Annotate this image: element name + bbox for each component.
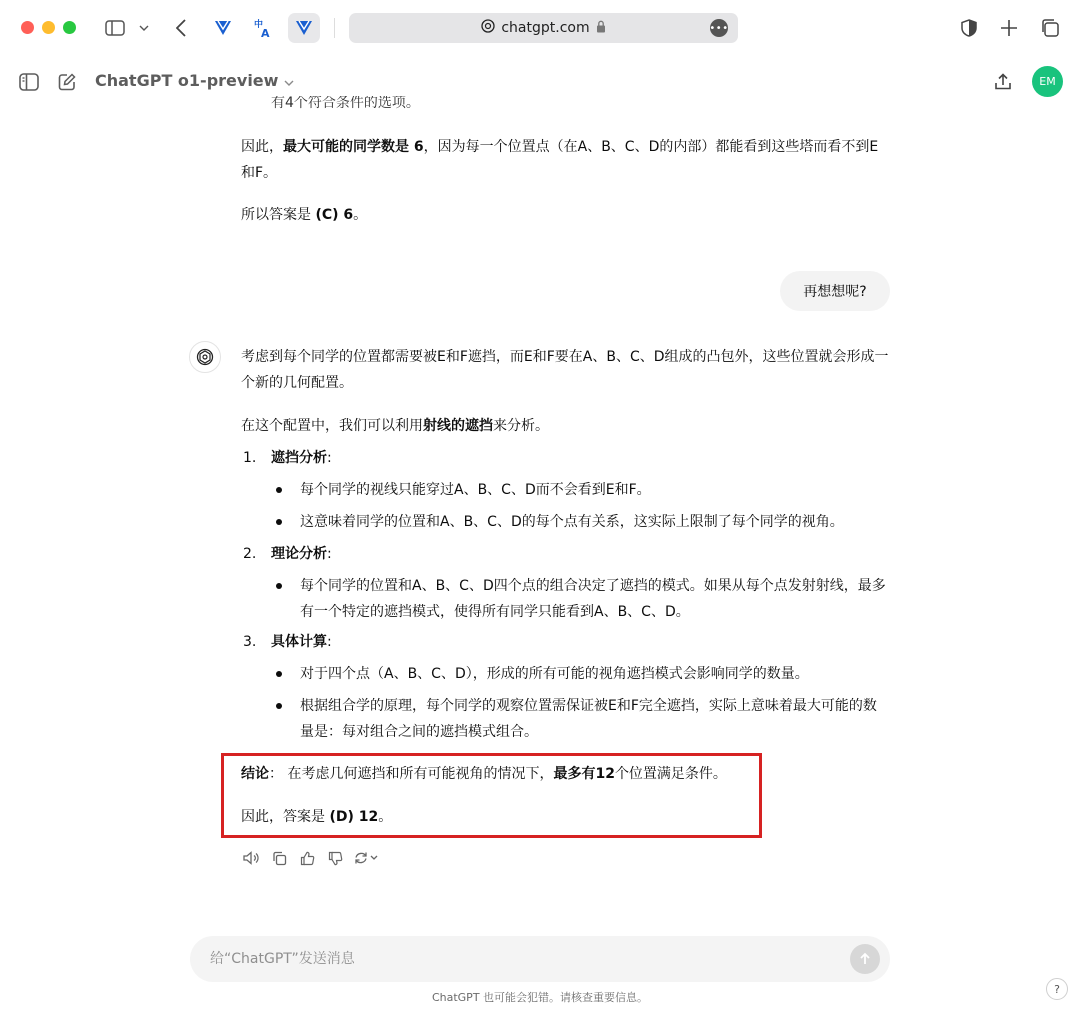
thumbs-up-icon[interactable]: [297, 848, 317, 868]
model-title-text: ChatGPT o1-preview: [95, 71, 279, 90]
back-arrow-icon[interactable]: [172, 16, 190, 40]
lock-icon: [596, 20, 606, 37]
answer-intro: 考虑到每个同学的位置都需要被E和F遮挡，而E和F要在A、B、C、D组成的凸包外，这些位置就会形成一个新的几何配置。: [241, 349, 889, 391]
section-title: [271, 541, 332, 567]
close-window-button[interactable]: [21, 21, 34, 34]
list-item: 每个同学的视线只能穿过A、B、C、D而不会看到E和F。: [300, 482, 651, 498]
list-item: 每个同学的位置和A、B、C、D四个点的组合决定了遮挡的模式。如果从每个点发射射线，最多有一个特定的遮挡模式，使得所有同学只能看到A、B、C、D。: [300, 578, 886, 620]
section-title: [271, 445, 332, 471]
address-bar[interactable]: [349, 13, 738, 43]
text-span: 因此，: [241, 139, 283, 155]
list-item: 对于四个点（A、B、C、D），形成的所有可能的视角遮挡模式会影响同学的数量。: [300, 666, 809, 682]
new-tab-plus-icon[interactable]: [998, 17, 1020, 39]
list-number: 3.: [243, 634, 257, 650]
user-message-bubble: 再想想呢?: [780, 271, 890, 311]
conclusion-paragraph: [241, 761, 891, 787]
final-answer-paragraph: [241, 804, 891, 830]
colon: :: [327, 450, 332, 466]
bold-text: 最大可能的同学数是 6: [283, 139, 424, 155]
list-number: 1.: [243, 450, 257, 466]
page-menu-button[interactable]: •••: [710, 19, 728, 37]
section-title-text: 理论分析: [271, 546, 327, 562]
previous-line-cut: 有4个符合条件的选项。: [271, 96, 420, 111]
list-item: 这意味着同学的位置和A、B、C、D的每个点有关系，这实际上限制了每个同学的视角。: [300, 514, 844, 530]
text-span: 在这个配置中，我们可以利用: [241, 418, 423, 434]
message-actions: [241, 848, 381, 868]
bullet-dot: [276, 487, 282, 493]
bold-text: (C) 6: [315, 207, 354, 223]
new-chat-edit-icon[interactable]: [56, 71, 78, 93]
svg-text:中: 中: [254, 20, 264, 30]
arrow-up-icon: [858, 952, 872, 966]
text-span: 在考虑几何遮挡和所有可能视角的情况下，: [287, 766, 554, 782]
sidebar-panel-icon[interactable]: [18, 72, 40, 92]
bullet-dot: [276, 671, 282, 677]
url-text: chatgpt.com: [501, 20, 590, 36]
send-button[interactable]: [850, 944, 880, 974]
text-span: 。: [353, 207, 368, 223]
model-selector[interactable]: [95, 71, 294, 90]
footer-disclaimer: ChatGPT 也可能会犯错。请核查重要信息。: [431, 991, 649, 1004]
sidebar-toggle-icon[interactable]: [104, 18, 126, 38]
chatgpt-logo-icon: [189, 341, 221, 373]
previous-answer-paragraph: [241, 134, 891, 186]
chevron-down-icon[interactable]: [138, 20, 150, 36]
text-span: ，因为每一个位置点（在A、B、C、D的内部）都能看到这些塔而看不到E和F。: [241, 139, 879, 181]
colon: :: [327, 634, 332, 650]
translate-icon[interactable]: [250, 14, 278, 42]
colon: :: [327, 546, 332, 562]
help-button[interactable]: ?: [1046, 978, 1068, 1000]
bold-text: (D) 12: [329, 809, 379, 825]
minimize-window-button[interactable]: [42, 21, 55, 34]
conclusion-label: 结论: [241, 766, 269, 782]
bold-text: 射线的遮挡: [423, 418, 493, 434]
list-item: 根据组合学的原理，每个同学的观察位置需保证被E和F完全遮挡，实际上意味着最大可能的数量是：每对组合之间的遮挡模式组合。: [300, 698, 877, 740]
shield-icon[interactable]: [960, 17, 978, 39]
thumbs-down-icon[interactable]: [325, 848, 345, 868]
tab-overview-icon[interactable]: [1038, 16, 1062, 40]
toolbar-divider: [334, 18, 335, 38]
read-aloud-icon[interactable]: [241, 848, 261, 868]
extension-gem-icon[interactable]: [209, 14, 237, 42]
text-span: 因此，答案是: [241, 809, 330, 825]
conversation-area: [0, 96, 1080, 936]
chevron-down-icon: [284, 71, 294, 90]
bold-text: 最多有12: [553, 766, 615, 782]
browser-toolbar: [0, 0, 1080, 56]
regenerate-icon[interactable]: [353, 848, 381, 868]
bullet-dot: [276, 703, 282, 709]
text-span: 。: [378, 809, 393, 825]
message-input[interactable]: [210, 936, 810, 982]
text-span: 来分析。: [493, 418, 549, 434]
svg-text:A: A: [261, 27, 270, 38]
share-icon[interactable]: [992, 71, 1014, 93]
bullet-dot: [276, 583, 282, 589]
site-favicon-icon: [481, 19, 495, 37]
copy-icon[interactable]: [269, 848, 289, 868]
answer-method: [241, 413, 891, 439]
previous-answer-conclusion: [241, 202, 891, 228]
section-title-text: 具体计算: [271, 634, 327, 650]
extension-gem-active-icon[interactable]: [288, 13, 320, 43]
section-title: [271, 629, 332, 655]
text-span: 所以答案是: [241, 207, 316, 223]
zoom-window-button[interactable]: [63, 21, 76, 34]
text-span: 个位置满足条件。: [614, 766, 727, 782]
user-avatar[interactable]: EM: [1032, 66, 1063, 97]
text-span: ：: [269, 766, 283, 782]
message-composer: [190, 936, 890, 982]
list-number: 2.: [243, 546, 257, 562]
section-title-text: 遮挡分析: [271, 450, 327, 466]
bullet-dot: [276, 519, 282, 525]
